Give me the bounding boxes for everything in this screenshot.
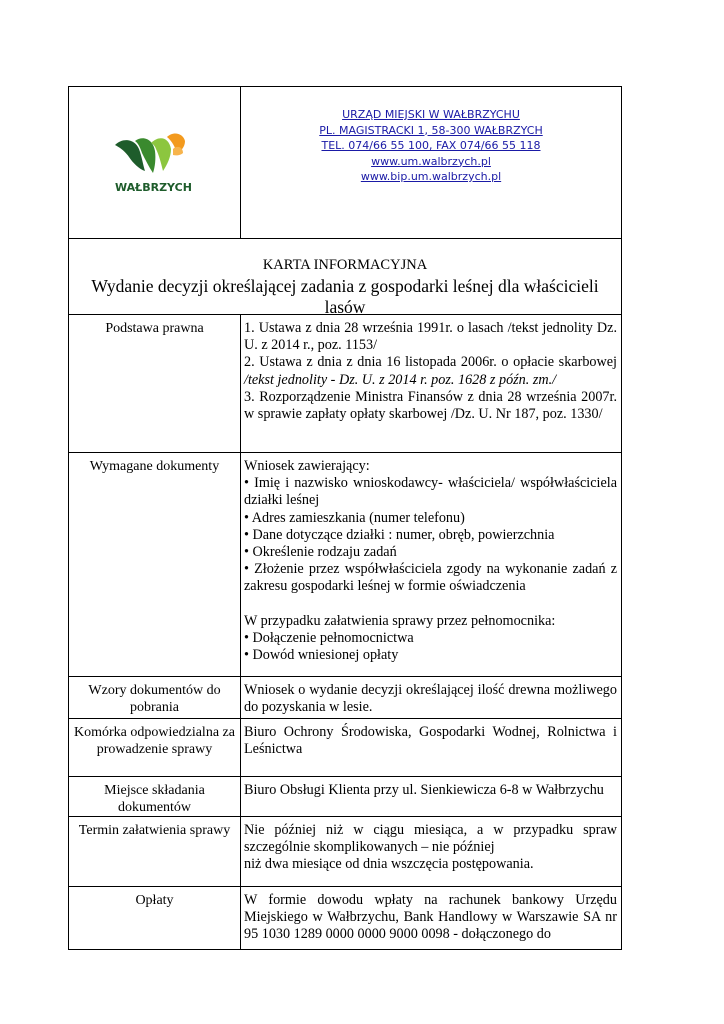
label-required-documents: Wymagane dokumenty: [69, 453, 241, 676]
office-phone: TEL. 074/66 55 100, FAX 074/66 55 118: [321, 139, 541, 152]
office-address: PL. MAGISTRACKI 1, 58-300 WAŁBRZYCH: [319, 123, 543, 137]
value-document-templates: Wniosek o wydanie decyzji określającej ilość drewna możliwego do pozyskania w lesie.: [244, 682, 617, 716]
row-document-templates: [69, 677, 621, 719]
legal-item-1: 1. Ustawa z dnia 28 września 1991r. o lasach /tekst jednolity Dz. U. z 2014 r., poz. 1153/: [244, 320, 617, 354]
list-item: • Dane dotyczące działki : numer, obręb, powierzchnia: [244, 526, 555, 543]
information-card: [68, 86, 622, 950]
row-responsible-unit: [69, 719, 621, 777]
logo-cell: [69, 87, 241, 238]
row-legal-basis: [69, 315, 621, 453]
header-row: [69, 87, 621, 239]
list-item: • Dowód wniesionej opłaty: [244, 647, 399, 664]
legal-item-3: 3. Rozporządzenie Ministra Finansów z dnia 28 września 2007r. w sprawie zapłaty opłaty skarbowej /Dz. U. Nr 187, poz. 1330/: [244, 388, 617, 423]
svg-text:WAŁBRZYCH: WAŁBRZYCH: [115, 181, 192, 194]
label-submission-place: Miejsce składania dokumentów: [69, 777, 241, 816]
value-legal-basis: [241, 315, 621, 452]
row-required-documents: [69, 453, 621, 677]
card-title: Wydanie decyzji określającej zadania z gospodarki leśnej dla właścicieli lasów: [91, 276, 599, 317]
label-responsible-unit: Komórka odpowiedzialna za prowadzenie sprawy: [69, 719, 241, 776]
label-legal-basis: Podstawa prawna: [69, 315, 241, 452]
office-name: URZĄD MIEJSKI W WAŁBRZYCHU: [342, 108, 520, 121]
card-heading: KARTA INFORMACYJNA: [262, 257, 428, 273]
value-fees: W formie dowodu wpłaty na rachunek bankowy Urzędu Miejskiego w Wałbrzychu, Bank Handlowy w Warszawie SA nr 95 1030 1289 0000 0000 9000 0098 - dołączonego do: [244, 892, 617, 943]
list-intro: Wniosek zawierający:: [244, 458, 370, 474]
website-link[interactable]: www.um.walbrzych.pl: [371, 154, 491, 168]
row-deadline: [69, 817, 621, 887]
value-responsible-unit: Biuro Ochrony Środowiska, Gospodarki Wodnej, Rolnictwa i Leśnictwa: [244, 724, 617, 758]
contact-block: [241, 87, 621, 238]
title-row: [69, 239, 621, 315]
value-deadline: Nie później niż w ciągu miesiąca, a w przypadku spraw szczególnie skomplikowanych – nie później niż dwa miesiące od dnia wszczęcia postępowania.: [244, 822, 617, 873]
list-item: • Adres zamieszkania (numer telefonu): [244, 509, 465, 526]
list-item: • Określenie rodzaju zadań: [244, 544, 397, 561]
label-document-templates: Wzory dokumentów do pobrania: [69, 677, 241, 718]
list-intro-proxy: W przypadku załatwienia sprawy przez pełnomocnika:: [244, 612, 556, 629]
bip-link[interactable]: www.bip.um.walbrzych.pl: [360, 170, 502, 183]
label-fees: Opłaty: [69, 887, 241, 950]
label-deadline: Termin załatwienia sprawy: [69, 817, 241, 886]
legal-item-2: 2. Ustawa z dnia z dnia 16 listopada 2006r. o opłacie skarbowej /tekst jednolity - Dz. U. z 2014 r. poz. 1628 z późn. zm./: [244, 354, 617, 388]
list-item: • Dołączenie pełnomocnictwa: [244, 629, 414, 646]
walbrzych-logo: [109, 129, 205, 199]
value-submission-place: Biuro Obsługi Klienta przy ul. Sienkiewicza 6-8 w Wałbrzychu: [244, 782, 604, 798]
list-item: • Imię i nazwisko wnioskodawcy- właściciela/ współwłaściciela działki leśnej: [244, 475, 617, 509]
value-required-documents: [241, 453, 621, 676]
list-item: • Złożenie przez współwłaściciela zgody na wykonanie zadań z zakresu gospodarki leśnej w formie oświadczenia: [244, 561, 617, 595]
row-submission-place: [69, 777, 621, 817]
row-fees: [69, 887, 621, 950]
